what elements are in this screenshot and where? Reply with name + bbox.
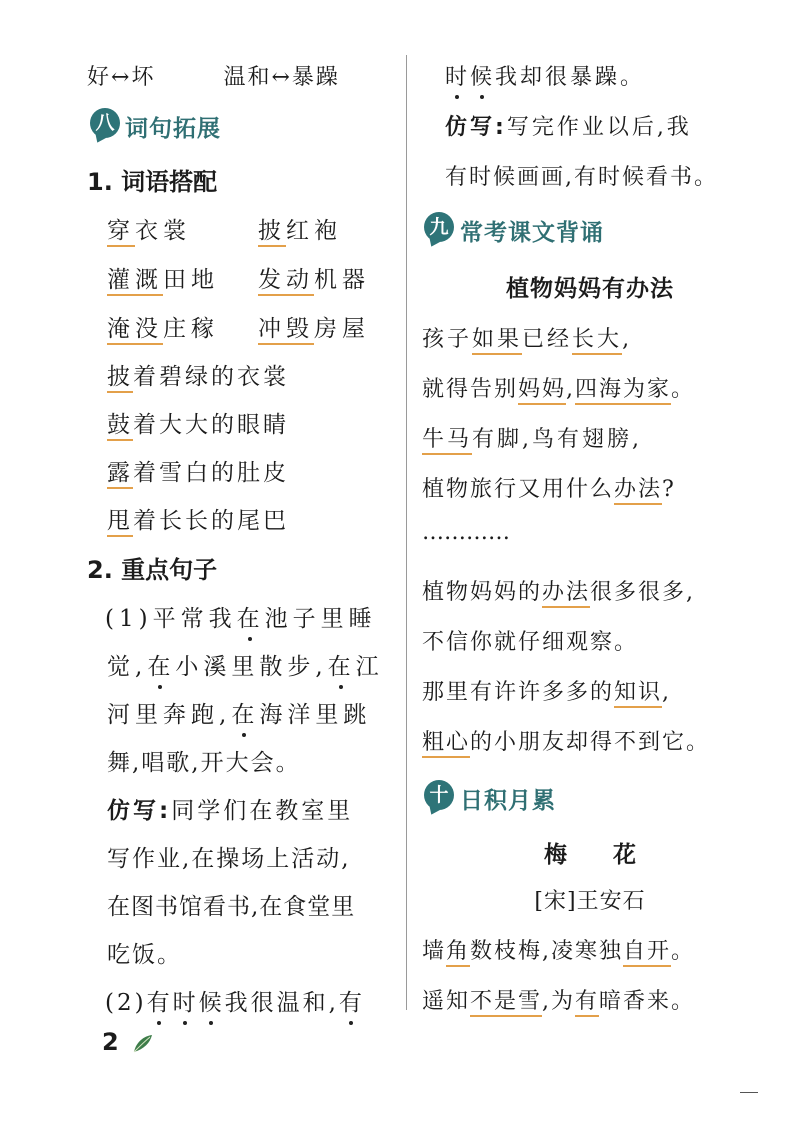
- pair-row: 发动机器: [258, 261, 370, 294]
- poem2-title: 梅 花: [544, 842, 636, 868]
- phrase-item: 露着雪白的肚皮: [107, 454, 289, 487]
- antonym-line: 好↔坏 温和↔暴躁: [87, 65, 340, 90]
- imitation-1-line-4: 吃饭。: [107, 942, 182, 968]
- section-badge-8: 八: [90, 108, 120, 138]
- imitation-2-line-1: 仿写:写完作业以后,我: [445, 115, 692, 140]
- poem2-line: 墙角数枝梅,凌寒独自开。: [422, 934, 695, 965]
- leaf-icon: [130, 1030, 156, 1056]
- section-title-8: 词句拓展: [125, 116, 221, 142]
- imitation-1-line-2: 写作业,在操场上活动,: [107, 846, 351, 872]
- poem2-author: [宋]王安石: [534, 889, 646, 914]
- pair-row: 穿衣裳: [107, 212, 191, 245]
- poem-line: 就得告别妈妈,四海为家。: [422, 372, 695, 403]
- phrase-item: 鼓着大大的眼睛: [107, 406, 289, 439]
- heading-word-match: 1. 词语搭配: [87, 168, 218, 196]
- poem-ellipsis: …………: [422, 520, 510, 545]
- poem-line: 那里有许许多多的知识,: [422, 675, 671, 706]
- imitation-1-line-1: 仿写:同学们在教室里: [107, 798, 354, 824]
- sentence-1-line-2: 觉,在小溪里散步,在江: [107, 654, 384, 680]
- sentence-1-line-3: 河里奔跑,在海洋里跳: [107, 702, 372, 728]
- poem-title: 植物妈妈有办法: [506, 276, 674, 302]
- sentence-2-continuation: 时候我却很暴躁。: [445, 65, 646, 90]
- pair-row: 冲毁房屋: [258, 310, 370, 343]
- section-badge-9: 九: [424, 212, 454, 242]
- pair-row: 披红袍: [258, 212, 342, 245]
- poem-line: 牛马有脚,鸟有翅膀,: [422, 422, 642, 453]
- section-title-10: 日积月累: [460, 788, 556, 814]
- poem-line: 孩子如果已经长大,: [422, 322, 632, 353]
- sentence-1-line-1: (1)平常我在池子里睡: [105, 606, 377, 632]
- poem-line: 粗心的小朋友却得不到它。: [422, 725, 710, 756]
- pair-row: 灌溉田地: [107, 261, 219, 294]
- imitation-1-line-3: 在图书馆看书,在食堂里: [107, 894, 356, 920]
- poem-line: 植物旅行又用什么办法?: [422, 472, 676, 503]
- section-badge-10: 十: [424, 780, 454, 810]
- poem-line: 植物妈妈的办法很多很多,: [422, 575, 695, 606]
- heading-key-sentences: 2. 重点句子: [87, 556, 218, 584]
- poem-line: 不信你就仔细观察。: [422, 630, 639, 655]
- sentence-1-line-4: 舞,唱歌,开大会。: [107, 750, 301, 776]
- poem2-line: 遥知不是雪,为有暗香来。: [422, 984, 695, 1015]
- section-title-9: 常考课文背诵: [460, 220, 604, 246]
- page-number: 2: [102, 1028, 119, 1056]
- corner-mark: [740, 1092, 758, 1093]
- column-divider: [406, 55, 407, 1010]
- imitation-2-line-2: 有时候画画,有时候看书。: [445, 165, 718, 190]
- pair-row: 淹没庄稼: [107, 310, 219, 343]
- phrase-item: 甩着长长的尾巴: [107, 502, 289, 535]
- sentence-2-line-1: (2)有时候我很温和,有: [105, 990, 365, 1016]
- phrase-item: 披着碧绿的衣裳: [107, 358, 289, 391]
